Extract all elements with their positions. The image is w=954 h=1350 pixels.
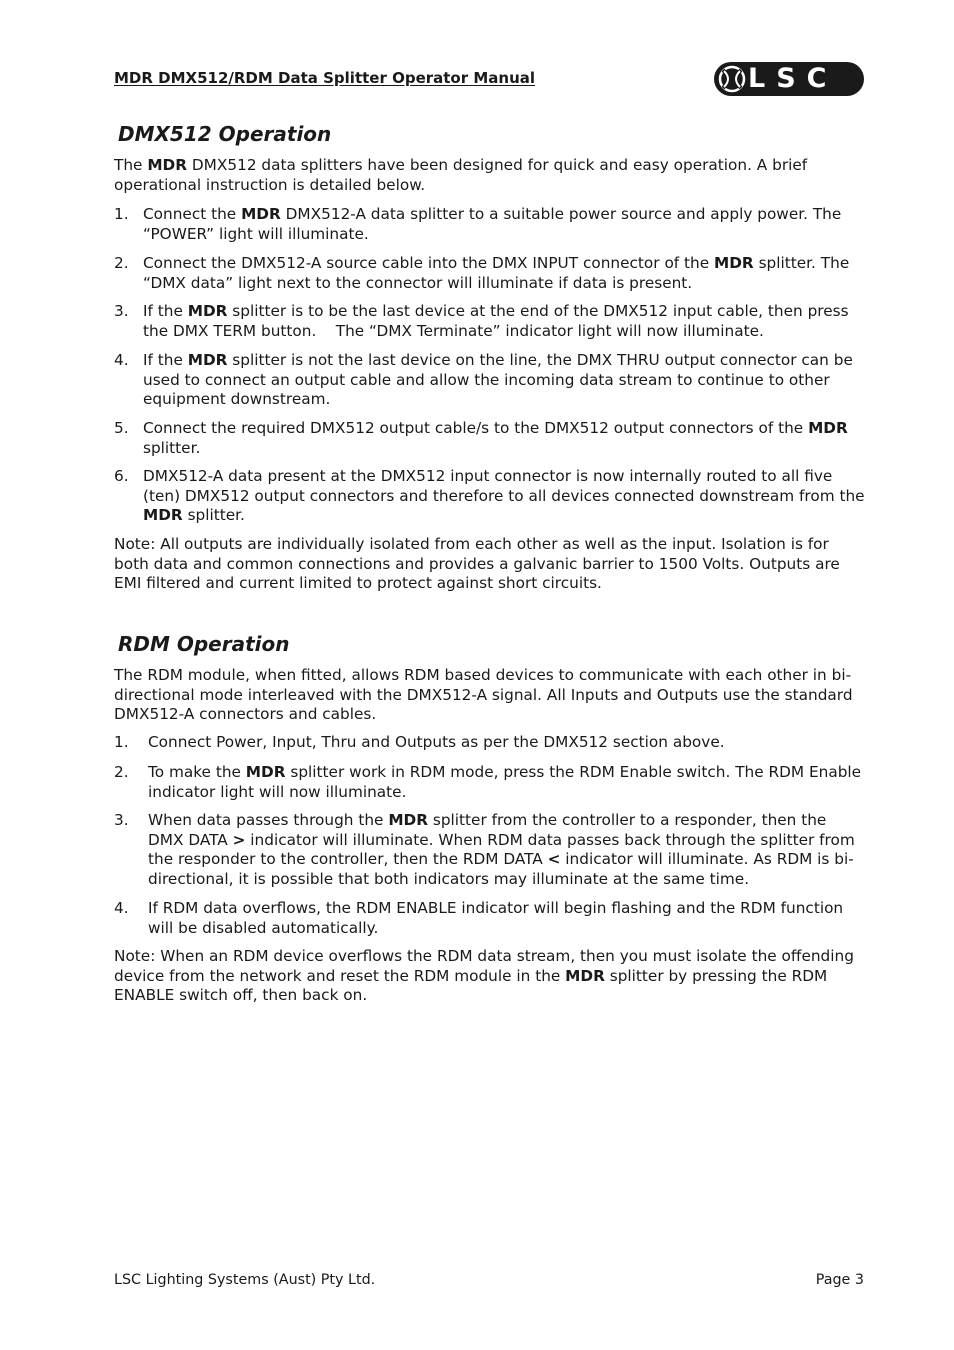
list-text: Connect the MDR DMX512-A data splitter to a suitable power source and apply power. The “POWER” light will illuminate. <box>143 205 842 243</box>
list-number: 1. <box>114 733 129 751</box>
list-number: 4. <box>114 351 129 369</box>
list-text: DMX512-A data present at the DMX512 input connector is now internally routed to all five (ten) DMX512 output connectors and therefore to all devices connected downstream from the MDR splitter. <box>143 467 865 524</box>
list-number: 1. <box>114 205 129 223</box>
list-number: 2. <box>114 254 129 272</box>
list-text: To make the MDR splitter work in RDM mode, press the RDM Enable switch. The RDM Enable indicator light will now illuminate. <box>148 763 862 801</box>
list-number: 3. <box>114 811 129 829</box>
logo-text: LSC <box>748 63 838 94</box>
list-text: Connect the DMX512-A source cable into the DMX INPUT connector of the MDR splitter. The “DMX data” light next to the connector will illuminate if data is present. <box>143 254 850 292</box>
list-text: If the MDR splitter is not the last device on the line, the DMX THRU output connector can be used to connect an output cable and allow the incoming data stream to continue to other equipment downstream. <box>143 351 853 408</box>
list-number: 4. <box>114 899 129 917</box>
logo-emblem-icon <box>714 62 750 96</box>
lsc-logo <box>714 62 864 96</box>
footer-company: LSC Lighting Systems (Aust) Pty Ltd. <box>114 1272 376 1288</box>
header-title: MDR DMX512/RDM Data Splitter Operator Manual <box>114 69 536 87</box>
list-number: 3. <box>114 302 129 320</box>
list-text: Connect the required DMX512 output cable/s to the DMX512 output connectors of the MDR splitter. <box>143 419 848 457</box>
list-number: 5. <box>114 419 129 437</box>
rdm-heading: RDM Operation <box>118 632 290 656</box>
dmx-intro: The MDR DMX512 data splitters have been designed for quick and easy operation. A brief operational instruction is detailed below. <box>114 156 808 194</box>
footer-page-number: Page 3 <box>815 1272 864 1288</box>
list-text: If the MDR splitter is to be the last device at the end of the DMX512 input cable, then press the DMX TERM button. The “DMX Terminate” indicator light will now illuminate. <box>143 302 849 340</box>
list-text: Connect Power, Input, Thru and Outputs as per the DMX512 section above. <box>148 733 725 751</box>
rdm-intro: The RDM module, when fitted, allows RDM based devices to communicate with each other in bi-directional mode interleaved with the DMX512-A signal. All Inputs and Outputs use the standard DMX512-A connectors and cables. <box>114 666 853 723</box>
list-text: If RDM data overflows, the RDM ENABLE indicator will begin flashing and the RDM function will be disabled automatically. <box>148 899 844 937</box>
page-header <box>114 64 864 104</box>
dmx-note: Note: All outputs are individually isolated from each other as well as the input. Isolation is for both data and common connections and provides a galvanic barrier to 1500 Volts. Outputs are EMI filtered and current limited to protect against short circuits. <box>114 535 840 592</box>
list-number: 6. <box>114 467 129 485</box>
dmx-heading: DMX512 Operation <box>118 122 332 146</box>
rdm-note: Note: When an RDM device overflows the RDM data stream, then you must isolate the offending device from the network and reset the RDM module in the MDR splitter by pressing the RDM ENABLE switch off, then back on. <box>114 947 854 1004</box>
list-text: When data passes through the MDR splitter from the controller to a responder, then the DMX DATA > indicator will illuminate. When RDM data passes back through the splitter from the responder to the controller, then the RDM DATA < indicator will illuminate. As RDM is bi-directional, it is possible that both indicators may illuminate at the same time. <box>148 811 855 888</box>
list-number: 2. <box>114 763 129 781</box>
